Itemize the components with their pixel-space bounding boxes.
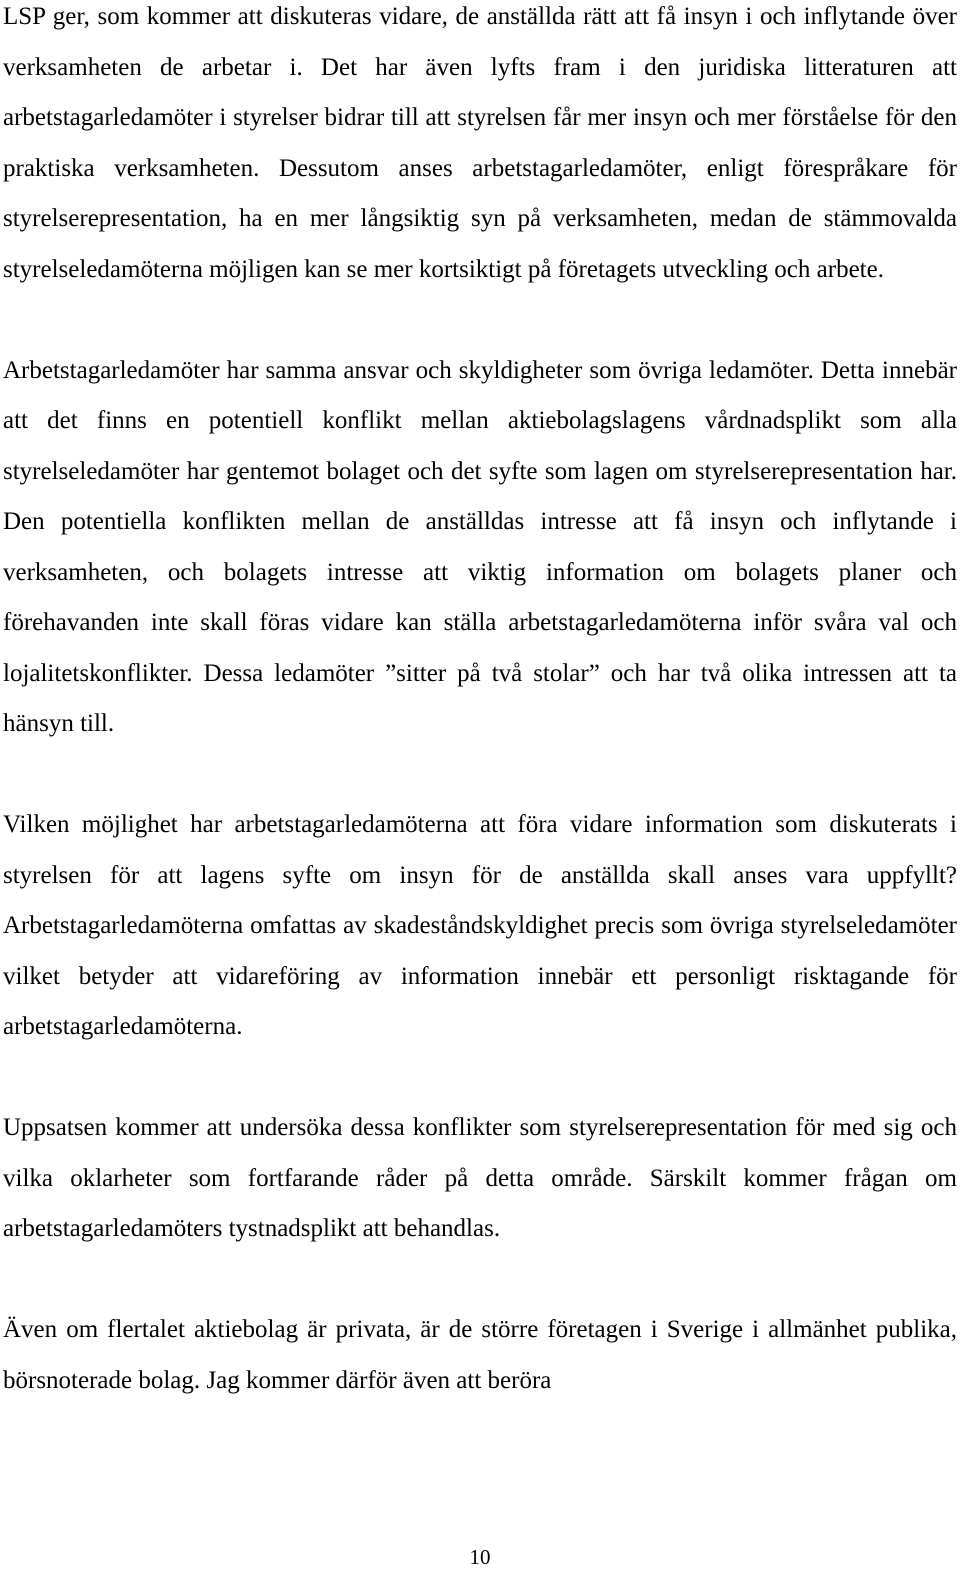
paragraph-4: Uppsatsen kommer att undersöka dessa konflikter som styrelserepresentation för med sig och vilka oklarheter som fortfarande råder på detta område. Särskilt kommer frågan om arbetstagarledamöters tystnadsplikt att behandlas. (3, 1114, 957, 1242)
paragraph-3: Vilken möjlighet har arbetstagarledamöterna att föra vidare information som diskuterats i styrelsen för att lagens syfte om insyn för de anställda skall anses vara uppfyllt? Arbetstagarledamöterna omfattas av skadeståndskyldighet precis som övriga styrelseledamöter vilket betyder att vidareföring av information innebär ett personligt risktagande för arbetstagarledamöterna. (3, 811, 957, 1040)
paragraph-spacer (3, 1053, 957, 1104)
paragraph-spacer (3, 1255, 957, 1306)
paragraph-1: LSP ger, som kommer att diskuteras vidare, de anställda rätt att få insyn i och inflytande över verksamheten de arbetar i. Det har även lyfts fram i den juridiska litteraturen att arbetstagarledamöter i styrelser bidrar till att styrelsen får mer insyn och mer förståelse för den praktiska verksamheten. Dessutom anses arbetstagarledamöter, enligt förespråkare för styrelserepresentation, ha en mer långsiktig syn på verksamheten, medan de stämmovalda styrelseledamöterna möjligen kan se mer kortsiktigt på företagets utveckling och arbete. (3, 3, 957, 283)
page-number: 10 (469, 1545, 491, 1569)
paragraph-spacer (3, 295, 957, 346)
paragraph-spacer (3, 750, 957, 801)
paragraph-5: Även om flertalet aktiebolag är privata, är de större företagen i Sverige i allmänhet publika, börsnoterade bolag. Jag kommer därför även att beröra (3, 1316, 957, 1394)
document-page (3, 0, 957, 1406)
paragraph-2: Arbetstagarledamöter har samma ansvar och skyldigheter som övriga ledamöter. Detta innebär att det finns en potentiell konflikt mellan aktiebolagslagens vårdnadsplikt som alla styrelseledamöter har gentemot bolaget och det syfte som lagen om styrelserepresentation har. Den potentiella konflikten mellan de anställdas intresse att få insyn och inflytande i verksamheten, och bolagets intresse att viktig information om bolagets planer och förehavanden inte skall föras vidare kan ställa arbetstagarledamöterna inför svåra val och lojalitetskonflikter. Dessa ledamöter ”sitter på två stolar” och har två olika intressen att ta hänsyn till. (3, 356, 957, 737)
